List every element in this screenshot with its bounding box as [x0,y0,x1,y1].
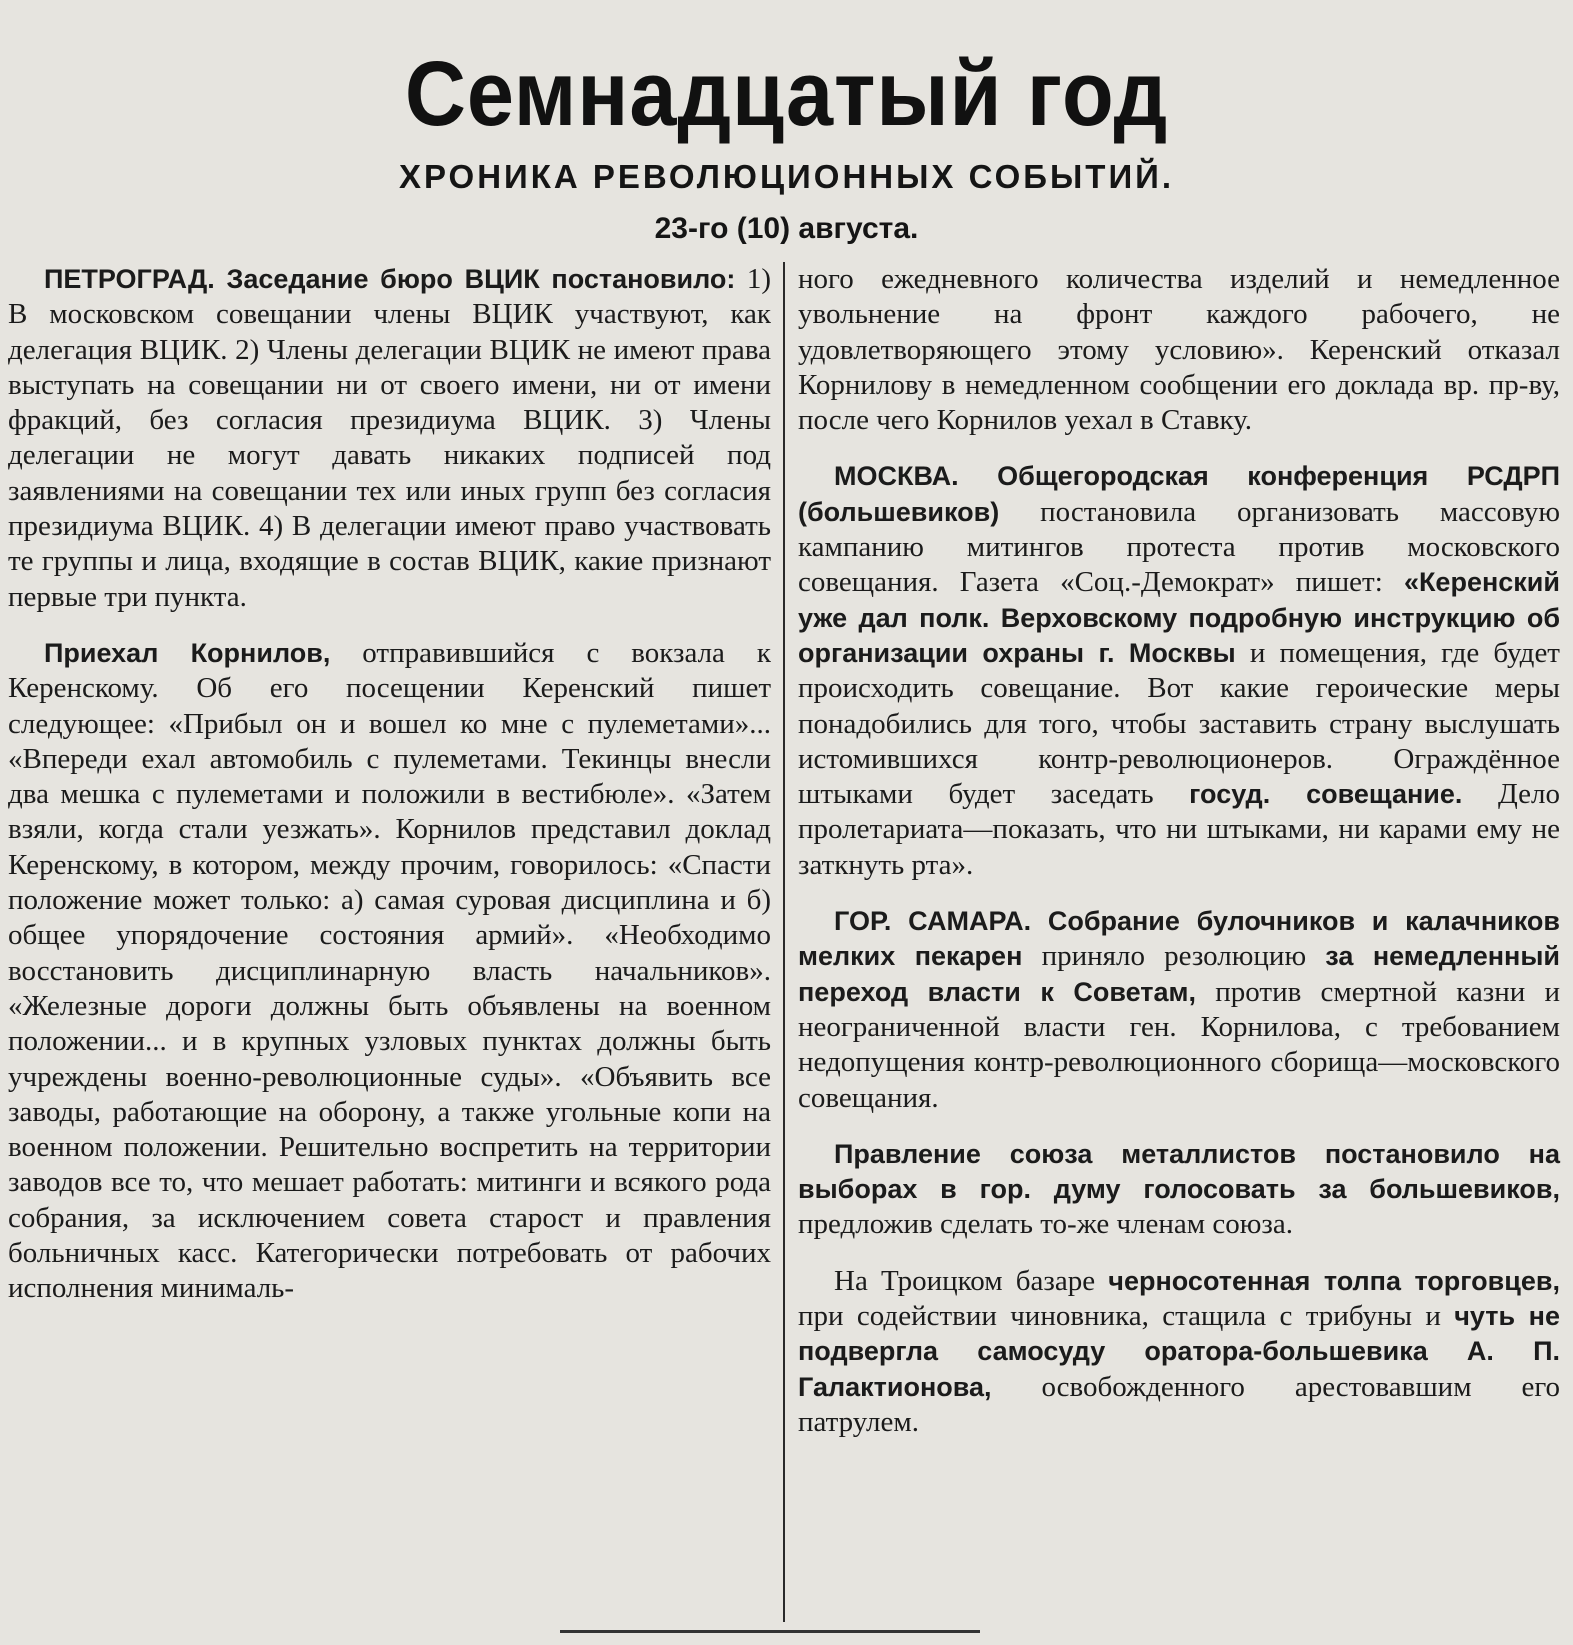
column-divider [783,262,785,1622]
paragraph-bold: черносотенная толпа торговцев, [1108,1265,1560,1296]
paragraph-text: освобожденного арестовавшим его патрулем. [798,1370,1560,1438]
page-title: Семнадцатый год [404,43,1169,145]
paragraph-lead: Приехал Корнилов, [44,637,331,668]
moscow-paragraph [798,459,1560,883]
paragraph-text: Дело пролетариата—показать, что ни штыками, ни карами ему не заткнуть рта». [798,778,1560,881]
paragraph-text: На Троицком базаре [834,1264,1109,1297]
paragraph-text: приняло резолюцию [1022,940,1326,973]
petrograd-paragraph [8,262,771,615]
metalworkers-paragraph [798,1137,1560,1243]
paragraph-bold: госуд. совещание. [1189,779,1463,810]
continued-paragraph: ного ежедневного количества изделий и немедленное увольнение на фронт каждого рабочего, не удовлетворяющего этому условию». Керенский отказал Корнилову в немедленном сообщении его доклада вр. пр-ву, после чего Корнилов уехал в Ставку. [798,263,1560,437]
paragraph-text: и помещения, где будет происходить совещание. Вот какие героические меры понадобились для того, чтобы заставить страну выслушать истомившихся контр-революционеров. Ограждённое штыками будет заседать [798,636,1560,811]
paragraph-lead: МОСКВА. Общегородская конференция РСДРП (большевиков) [798,461,1560,527]
paragraph-lead: ПЕТРОГРАД. Заседание бюро ВЦИК постановило: [44,264,736,294]
paragraph-text: при содействии чиновника, стащила с трибуны и [798,1300,1455,1333]
page-subtitle: ХРОНИКА РЕВОЛЮЦИОННЫХ СОБЫТИЙ. [398,158,1175,195]
right-column [798,262,1560,1440]
paragraph-lead: Правление союза металлистов постановило на выборах в гор. думу голосовать за большевиков, [798,1138,1560,1205]
dateline: 23-го (10) августа. [654,212,919,245]
left-column [8,262,771,1307]
paragraph-text: предложив сделать то-же членам союза. [798,1208,1294,1241]
paragraph-bold: «Керенский уже дал полк. Верховскому подробную инструкцию об организации охраны г. Москвы [798,567,1560,668]
paragraph-bold: чуть не подвергла самосуду оратора-большевика А. П. Галактионова, [798,1301,1560,1402]
paragraph-lead: ГОР. САМАРА. Собрание булочников и калачников мелких пекарен [798,906,1560,972]
paragraph-bold: за немедленный переход власти к Советам, [798,941,1560,1007]
paragraph-text: отправившийся с вокзала к Керенскому. Об его посещении Керенский пишет следующее: «Прибыл он и вошел ко мне с пулеметами»... «Впереди ехал автомобиль с пулеметами. Текинцы внесли два мешка с пулеметами и положили в вестибюле». «Затем взяли, когда стали уезжать». Корнилов представил доклад Керенскому, в котором, между прочим, говорилось: «Спасти положение может только: а) самая суровая дисциплина и б) общее упорядочение состояния армий». «Необходимо восстановить дисциплинарную власть начальников». «Железные дороги должны быть объявлены на военном положении... и в крупных узловых пунктах должны быть учреждены военно-революционные суды». «Объявить все заводы, работающие на оборону, а также угольные копи на военном положении. Решительно воспретить на территории заводов все то, что мешает работать: митинги и всякого рода собрания, за исключением совета старост и правления больничных касс. Категорически потребовать от рабочих исполнения минималь- [8,636,771,1305]
paragraph-text: против смертной казни и неограниченной власти ген. Корнилова, с требованием недопущения контр-революционного сборища—московского совещания. [798,975,1561,1114]
paragraph-text: постановила организовать массовую кампанию митингов протеста против московского совещания. Газета «Соц.-Демократ» пишет: [798,495,1560,599]
kornilov-paragraph [8,636,771,1307]
troitsky-bazaar-paragraph [798,1264,1560,1440]
show-through-text [0,70,52,162]
bottom-rule [560,1630,980,1633]
samara-paragraph [798,904,1560,1116]
paragraph-text: 1) В московском совещании члены ВЦИК участвуют, как делегация ВЦИК. 2) Члены делегации ВЦИК не имеют права выступать на совещании ни от своего имени, ни от имени фракций, без согласия президиума ВЦИК. 3) Члены делегации не могут давать никаких подписей под заявлениями на совещании тех или иных групп без согласия президиума ВЦИК. 4) В делегации имеют право участвовать те группы и лица, входящие в состав ВЦИК, какие признают первые три пункта. [8,263,771,613]
